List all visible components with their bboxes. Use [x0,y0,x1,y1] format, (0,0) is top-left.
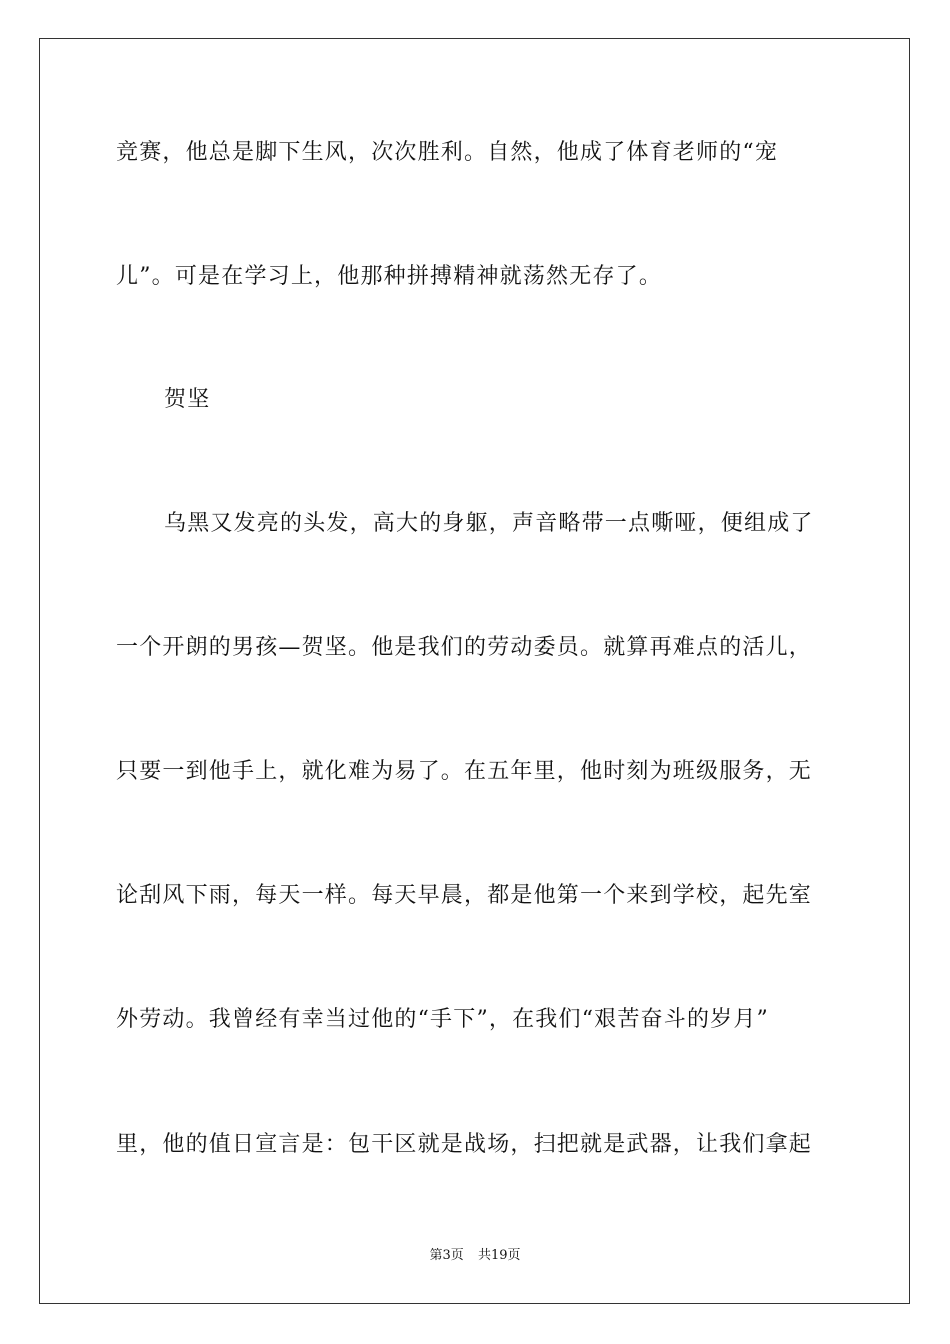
page-number: 第3页 [429,1248,464,1263]
total-pages: 共19页 [477,1248,521,1263]
body-text-line: 里，他的值日宣言是：包干区就是战场，扫把就是武器，让我们拿起 [116,1132,813,1157]
body-text-line: 外劳动。我曾经有幸当过他的“手下”，在我们“艰苦奋斗的岁月” [116,1007,769,1032]
body-text-line: 只要一到他手上，就化难为易了。在五年里，他时刻为班级服务，无 [116,759,813,784]
page-frame [39,38,910,1304]
page-footer [0,1248,950,1264]
body-text-line: 乌黑又发亮的头发，高大的身躯，声音略带一点嘶哑，便组成了 [164,511,814,536]
section-heading: 贺坚 [164,387,211,412]
body-text-line: 儿”。可是在学习上，他那种拼搏精神就荡然无存了。 [116,264,663,289]
body-text-line: 一个开朗的男孩—贺坚。他是我们的劳动委员。就算再难点的活儿， [116,635,813,660]
body-text-line: 论刮风下雨，每天一样。每天早晨，都是他第一个来到学校，起先室 [116,883,813,908]
body-text-line: 竞赛，他总是脚下生风，次次胜利。自然，他成了体育老师的“宠 [116,140,779,165]
